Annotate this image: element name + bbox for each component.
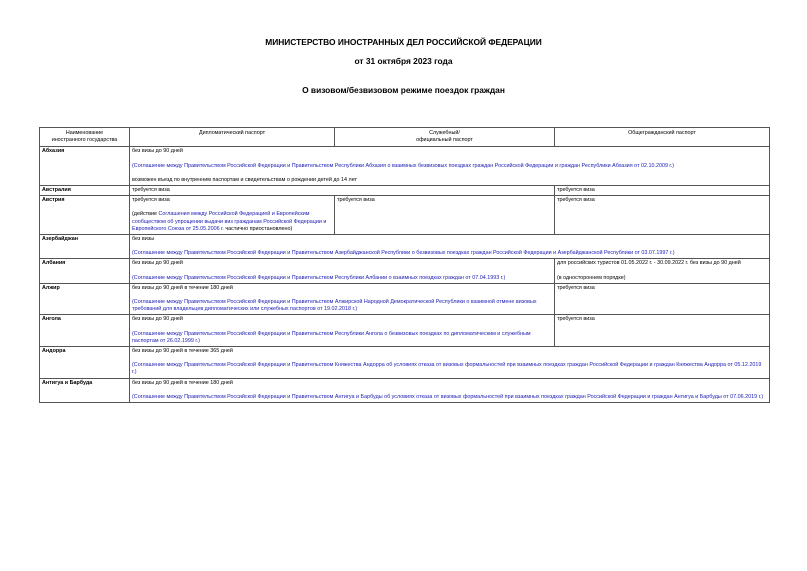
agreement-link[interactable]: (Соглашение между Правительством Российской Федерации и Правительством Алжирской Народной Демократической Республики о взаимной отмене визовых требований для владельцев дипломатических или служебных паспортов от 19.02.2018 г.) [132,299,537,313]
regime-text: для российских туристов 01.05.2022 г. - 30.09.2022 г. без визы до 90 дней [557,260,741,267]
column-header-diplomatic: Дипломатический паспорт [130,128,335,147]
regime-cell [130,235,770,259]
visa-regime-table [39,127,770,403]
regime-text: требуется виза [132,197,170,204]
regime-cell-general: требуется виза [555,315,770,347]
column-header-general: Общегражданский паспорт [555,128,770,147]
agreement-link[interactable]: (Соглашение между Правительством Российской Федерации и Правительством Республики Ангола о безвизовых поездках по дипломатическим и служебным паспортам от 26.02.1999 г.) [132,330,531,344]
table-row [40,283,770,315]
table-row [40,196,770,235]
agreement-link[interactable]: (Соглашение между Правительством Российской Федерации и Правительством Азербайджанской Республики о безвизовых поездках граждан Российской Федерации и Азербайджанской Республики от 03.07.1997 г.) [132,250,675,257]
table-row [40,186,770,196]
table-row [40,378,770,402]
agreement-link[interactable]: (Соглашение между Правительством Российской Федерации и Правительством Антигуа и Барбуды об условиях отказа от визовых формальностей при взаимных поездках граждан Российской Федерации и граждан Антигуа и Барбуды от 07.06.2019 г.) [132,393,764,400]
regime-cell [130,259,555,283]
column-header-service-line2: официальный паспорт [416,137,473,144]
regime-cell-diplomatic [130,196,335,235]
country-name: Азербайджан [40,235,130,259]
table-row [40,315,770,347]
regime-cell-general: требуется виза [555,283,770,315]
column-header-service [335,128,555,147]
column-header-country-line2: иностранного государства [51,137,118,144]
regime-text: без визы до 90 дней [132,260,183,267]
regime-text: без визы до 90 дней в течение 180 дней [132,379,233,386]
regime-cell [130,315,555,347]
regime-note-prefix: (действие [132,211,159,218]
country-name: Австралия [40,186,130,196]
regime-cell-service: требуется виза [335,196,555,235]
regime-cell [130,378,770,402]
country-name: Албания [40,259,130,283]
country-name: Андорра [40,347,130,379]
regime-cell-general: требуется виза [555,196,770,235]
ministry-heading: МИНИСТЕРСТВО ИНОСТРАННЫХ ДЕЛ РОССИЙСКОЙ ФЕДЕРАЦИИ [265,37,542,47]
regime-cell [130,147,770,186]
agreement-link[interactable]: (Соглашение между Правительством Российской Федерации и Правительством Республики Албании о взаимных поездках граждан от 07.04.1993 г.) [132,274,506,281]
country-name: Австрия [40,196,130,235]
table-row [40,259,770,283]
country-name: Антигуа и Барбуда [40,378,130,402]
regime-cell-general [555,259,770,283]
column-header-country-line1: Наименование [65,130,104,136]
regime-text: без визы до 90 дней [132,316,183,323]
table-header-row [40,128,770,147]
regime-cell [130,283,555,315]
column-header-service-line1: Служебный/ [429,130,460,136]
document-date: от 31 октября 2023 года [354,56,453,66]
country-name: Ангола [40,315,130,347]
regime-text: без визы до 90 дней в течение 365 дней [132,348,233,355]
table-row [40,147,770,186]
agreement-link[interactable]: Соглашения между Российской Федерацией и Европейским сообществом об упрощении выдачи виз гражданам Российской Федерации и Европейского Союза от 25.05.2006 г. [132,211,327,232]
country-name: Абхазия [40,147,130,186]
country-name: Алжир [40,283,130,315]
regime-cell-general: требуется виза [555,186,770,196]
agreement-link[interactable]: (Соглашение между Правительством Российской Федерации и Правительством Княжества Андорра об условиях отказа от визовых формальностей при взаимных поездках граждан Российской Федерации и граждан Княжества Андорра от 05.12.2019 г.) [132,362,762,376]
table-row [40,347,770,379]
regime-note: возможен въезд по внутренним паспортам и свидетельствам о рождении детей до 14 лет [132,176,357,183]
table-row [40,235,770,259]
regime-text: без визы [132,236,155,243]
regime-cell: требуется виза [130,186,555,196]
regime-cell [130,347,770,379]
regime-note-suffix: частично приостановлено) [223,225,293,232]
document-title: О визовом/безвизовом режиме поездок граждан [302,85,505,95]
column-header-country [40,128,130,147]
regime-note: (в одностороннем порядке) [557,274,626,281]
regime-text: без визы до 90 дней [132,148,183,155]
regime-text: без визы до 90 дней в течение 180 дней [132,284,233,291]
agreement-link[interactable]: (Соглашение между Правительством Российской Федерации и Правительством Республики Абхазия о взаимных безвизовых поездках граждан Российской Федерации и граждан Республики Абхазия от 02.10.2009 г.) [132,162,675,169]
